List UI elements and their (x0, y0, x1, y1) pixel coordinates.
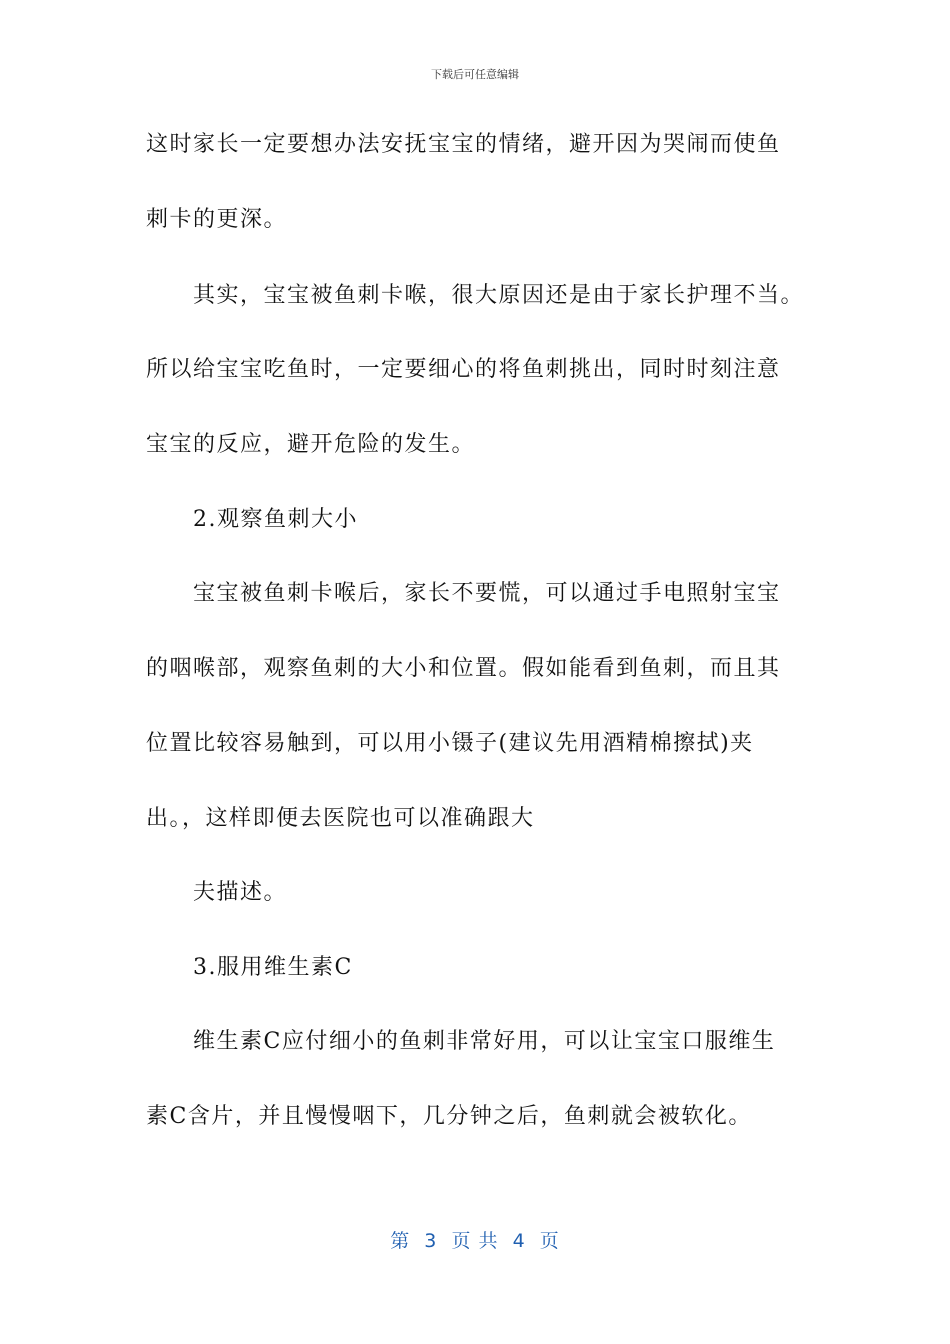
text-line: 出。，这样即便去医院也可以准确跟大 (146, 806, 535, 831)
section-heading: 3.服用维生素C (193, 955, 353, 980)
page-header: 下载后可任意编辑 (431, 68, 519, 81)
text-line: 夫描述。 (193, 880, 288, 905)
text-line: 的咽喉部，观察鱼刺的大小和位置。假如能看到鱼刺，而且其 (146, 656, 781, 681)
text-line: 维生素C应付细小的鱼刺非常好用，可以让宝宝口服维生 (193, 1029, 776, 1054)
text-line: 位置比较容易触到，可以用小镊子(建议先用酒精棉擦拭)夹 (146, 731, 754, 756)
text-line: 素C含片，并且慢慢咽下，几分钟之后，鱼刺就会被软化。 (146, 1104, 752, 1129)
text-line: 这时家长一定要想办法安抚宝宝的情绪，避开因为哭闹而使鱼 (146, 132, 781, 157)
text-line: 其实，宝宝被鱼刺卡喉，很大原因还是由于家长护理不当。 (193, 283, 805, 308)
text-line: 所以给宝宝吃鱼时，一定要细心的将鱼刺挑出，同时时刻注意 (146, 357, 781, 382)
text-line: 宝宝被鱼刺卡喉后，家长不要慌，可以通过手电照射宝宝 (193, 581, 781, 606)
page-number: 第 3 页 共 4 页 (390, 1230, 560, 1252)
section-heading: 2.观察鱼刺大小 (193, 507, 358, 532)
text-line: 刺卡的更深。 (146, 207, 288, 232)
text-line: 宝宝的反应，避开危险的发生。 (146, 432, 476, 457)
